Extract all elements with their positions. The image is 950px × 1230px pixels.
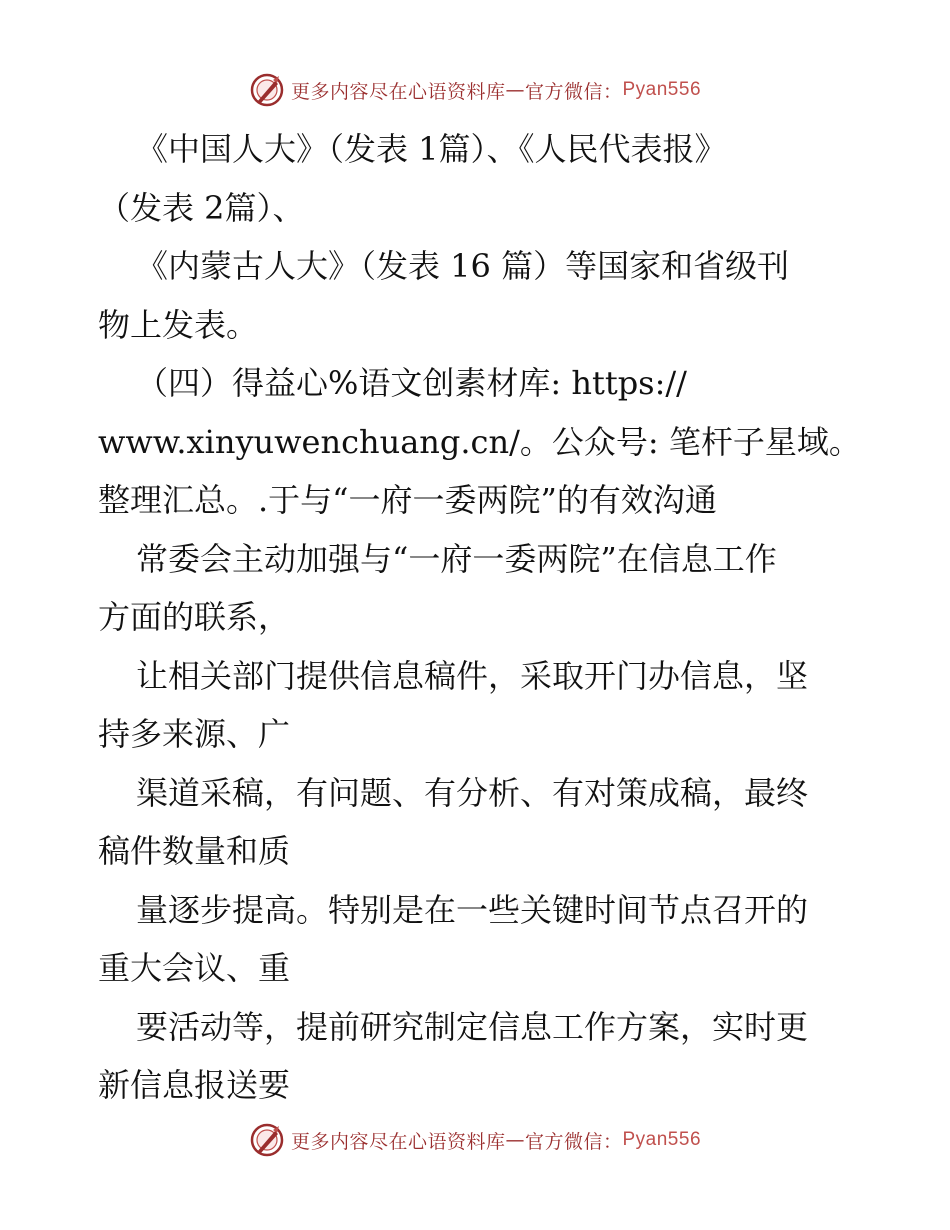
text-line: 整理汇总。.于与“一府一委两院”的有效沟通 bbox=[98, 481, 717, 519]
text-line: 稿件数量和质 bbox=[98, 832, 291, 870]
text-line: 《内蒙古人大》（发表 16 篇）等国家和省级刊 bbox=[136, 247, 790, 285]
header-prefix: 更多内容尽在心语资料库 bbox=[290, 80, 506, 103]
footer-wechat-id: Pyan556 bbox=[622, 1129, 702, 1150]
text-line: www.xinyuwenchuang.cn/。公众号: 笔杆子星域。 bbox=[98, 422, 861, 461]
text-line: 持多来源、广 bbox=[98, 715, 291, 753]
text-line: 物上发表。 bbox=[98, 305, 259, 344]
footer-prefix: 更多内容尽在心语资料库 bbox=[290, 1130, 506, 1153]
text-line: 《中国人大》（发表 1篇）、《人民代表报》 bbox=[136, 130, 727, 168]
text-line: （发表 2篇）、 bbox=[98, 188, 305, 227]
text-line: 常委会主动加强与“一府一委两院”在信息工作 bbox=[136, 539, 777, 578]
footer-dash: — bbox=[505, 1129, 525, 1151]
text-line: 量逐步提高。特别是在一些关键时间节点召开的 bbox=[136, 890, 809, 929]
quill-logo-icon bbox=[249, 1122, 285, 1158]
footer-watermark bbox=[0, 1120, 950, 1160]
text-line: 渠道采稿，有问题、有分析、有对策成稿，最终 bbox=[136, 773, 809, 812]
footer-wechat-label: 官方微信： bbox=[524, 1130, 623, 1153]
body-text bbox=[98, 120, 861, 1115]
quill-logo-icon bbox=[249, 72, 285, 108]
text-line: 重大会议、重 bbox=[98, 949, 291, 987]
text-line: 要活动等，提前研究制定信息工作方案，实时更 bbox=[136, 1007, 809, 1046]
text-line: （四）得益心%语文创素材库: https:// bbox=[136, 364, 687, 402]
text-line: 让相关部门提供信息稿件，采取开门办信息，坚 bbox=[136, 656, 809, 695]
header-dash: — bbox=[505, 79, 525, 101]
header-watermark bbox=[0, 70, 950, 110]
header-wechat-id: Pyan556 bbox=[622, 79, 702, 100]
header-wechat-label: 官方微信： bbox=[524, 80, 623, 103]
text-line: 方面的联系， bbox=[98, 598, 291, 636]
text-line: 新信息报送要 bbox=[98, 1066, 291, 1104]
